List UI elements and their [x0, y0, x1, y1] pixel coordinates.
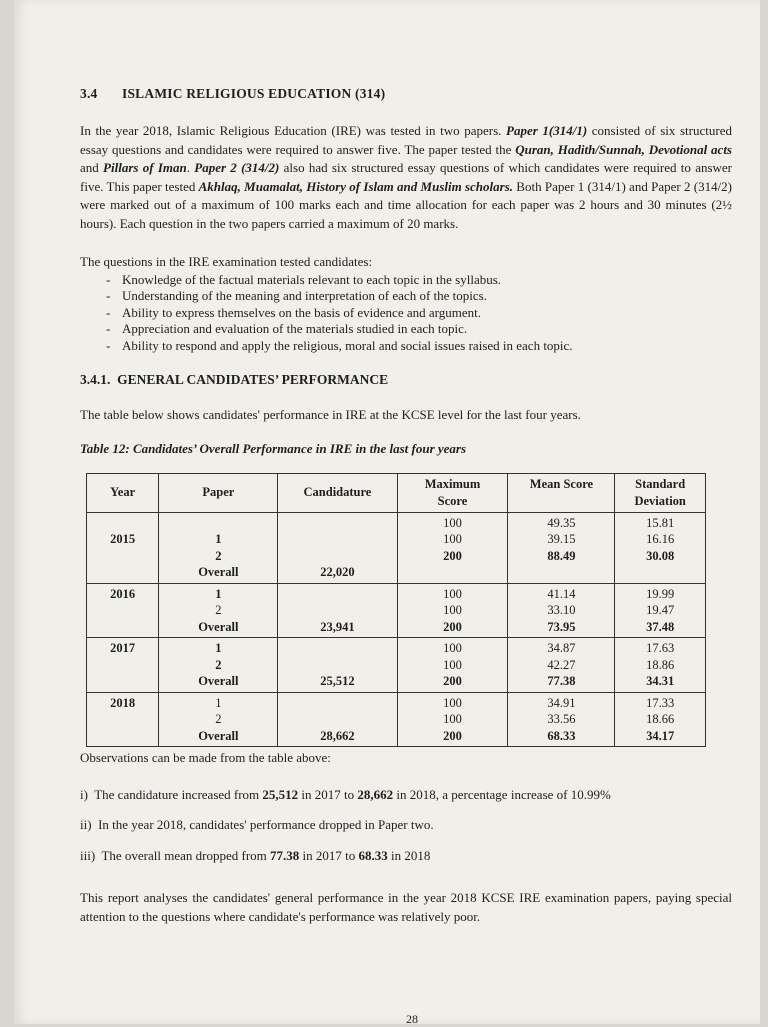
mean-value: 33.56: [547, 712, 576, 726]
list-item: - Ability to respond and apply the religious, moral and social issues raised in each topic.: [106, 338, 732, 355]
year-value: 2018: [110, 695, 136, 710]
intro-text: In the year 2018, Islamic Religious Education (IRE) was tested in two papers.: [80, 123, 507, 138]
intro-text: and: [80, 160, 104, 175]
mean-value: 41.14: [547, 586, 576, 601]
list-item: - Ability to express themselves on the basis of evidence and argument.: [106, 305, 732, 322]
paper-value: 2: [215, 548, 222, 563]
cell-sd: [615, 692, 706, 747]
subsection-heading: [80, 372, 732, 388]
cell-candidature: 25,512: [278, 638, 397, 693]
mean-value: 77.38: [547, 674, 576, 688]
cell-candidature: 22,020: [278, 512, 397, 583]
cell-max: [397, 638, 508, 693]
max-value: 100: [443, 586, 462, 601]
observation-value: 25,512: [262, 786, 299, 802]
observation-text: The candidature increased from: [94, 786, 263, 802]
observation-text: in 2018, a percentage increase of 10.99%: [393, 786, 611, 802]
cell-sd: [615, 638, 706, 693]
mean-value: 39.15: [547, 532, 576, 546]
cell-year: [87, 583, 159, 638]
cell-paper: [159, 638, 278, 693]
cell-sd: [615, 583, 706, 638]
paper-value: 1: [215, 695, 222, 710]
paper1-topics: Pillars of Iman: [103, 160, 187, 175]
observation-text: In the year 2018, candidates' performance dropped in Paper two.: [98, 817, 434, 832]
intro-text: also had six structured essay questions of which candidates were required to answer five. This paper tested: [80, 160, 733, 194]
max-value: 200: [443, 619, 462, 634]
max-value: 100: [443, 657, 462, 672]
cell-mean: [508, 638, 615, 693]
cell-paper: [159, 692, 278, 747]
observation-item: [80, 786, 732, 805]
sd-value: 34.17: [646, 728, 675, 743]
performance-table: [86, 473, 706, 748]
section-number: 3.4: [80, 86, 98, 101]
paper-value: Overall: [198, 728, 239, 743]
header-year: Year: [87, 473, 159, 512]
cell-candidature: 28,662: [278, 692, 397, 747]
table-row: [87, 583, 706, 638]
mean-value: 42.27: [547, 657, 576, 672]
page-content: [80, 86, 732, 926]
intro-paragraph: [80, 122, 732, 233]
cell-max: [397, 512, 508, 583]
paper-value: Overall: [198, 674, 239, 688]
sd-value: 19.47: [646, 603, 675, 617]
table-row: [87, 692, 706, 747]
paper2-ref: Paper 2 (314/2): [194, 160, 280, 175]
paper-value: 2: [215, 603, 222, 617]
header-paper: Paper: [159, 473, 278, 512]
paper-value: Overall: [198, 619, 239, 634]
closing-paragraph: This report analyses the candidates' general performance in the year 2018 KCSE IRE examination papers, paying special attention to the questions where candidate's performance was relatively poor.: [80, 890, 732, 924]
observation-value: 77.38: [270, 847, 300, 863]
subsection-title: GENERAL CANDIDATES’ PERFORMANCE: [117, 372, 389, 387]
table-header-row: [87, 473, 706, 512]
year-value: 2015: [110, 532, 136, 546]
intro-text: Both Paper 1 (314/1) and Paper 2 (314/2) were marked out of a maximum of 100 marks each and time allocation for each paper was 2 hours and 30 minutes (2½ hours). Each question in the two papers carried a maximum of 20 marks.: [80, 178, 733, 231]
sd-value: 16.16: [646, 532, 675, 546]
header-max-score: [397, 473, 508, 512]
paper-value: Overall: [198, 565, 239, 579]
observation-marker: i): [80, 786, 88, 802]
paper1-topics: Quran, Hadith/Sunnah, Devotional acts: [515, 141, 732, 157]
observation-value: 68.33: [358, 847, 388, 863]
sd-value: 19.99: [646, 586, 675, 601]
observation-marker: iii): [80, 847, 96, 863]
cell-mean: [508, 692, 615, 747]
max-value: 100: [443, 515, 462, 530]
list-lead: The questions in the IRE examination tested candidates:: [80, 254, 373, 269]
page-number: 28: [406, 1012, 418, 1026]
objectives-list: [106, 272, 732, 355]
max-value: 200: [443, 674, 462, 688]
header-text: Standard: [635, 476, 686, 491]
section-title: ISLAMIC RELIGIOUS EDUCATION (314): [122, 86, 386, 101]
section-heading: [80, 86, 732, 102]
sd-value: 18.86: [646, 657, 675, 672]
cell-paper: [159, 583, 278, 638]
mean-value: 34.91: [547, 695, 576, 710]
max-value: 200: [443, 728, 462, 743]
paper-value: 2: [215, 712, 222, 726]
observation-text: in 2017 to: [298, 786, 358, 802]
sd-value: 18.66: [646, 712, 675, 726]
sd-value: 17.63: [646, 641, 675, 655]
paper-value: 2: [215, 657, 222, 672]
cell-mean: [508, 583, 615, 638]
header-std-dev: [615, 473, 706, 512]
max-value: 100: [443, 603, 462, 617]
mean-value: 33.10: [547, 603, 576, 617]
paper2-topics: Akhlaq, Muamalat, History of Islam and Muslim scholars.: [198, 178, 514, 194]
observation-item: [80, 816, 732, 835]
sd-value: 37.48: [646, 619, 675, 634]
max-value: 100: [443, 712, 462, 726]
table-row: [87, 512, 706, 583]
cell-year: [87, 638, 159, 693]
paper-value: 1: [215, 641, 222, 655]
cell-paper: [159, 512, 278, 583]
observation-marker: ii): [80, 817, 92, 832]
document-page: [14, 0, 760, 1024]
year-value: 2017: [110, 641, 136, 655]
paper-value: 1: [215, 532, 222, 546]
cell-max: [397, 692, 508, 747]
paper1-ref: Paper 1(314/1): [506, 123, 588, 138]
mean-value: 34.87: [547, 641, 576, 655]
table-caption: Table 12: Candidates’ Overall Performance in IRE in the last four years: [80, 440, 467, 456]
cell-year: [87, 692, 159, 747]
paper-value: 1: [215, 586, 222, 601]
max-value: 100: [443, 695, 462, 710]
observation-value: 28,662: [357, 786, 394, 802]
header-text: Deviation: [634, 493, 686, 508]
cell-year: [87, 512, 159, 583]
observation-text: in 2017 to: [299, 847, 359, 863]
intro-text: .: [186, 160, 195, 175]
cell-candidature: 23,941: [278, 583, 397, 638]
list-item: - Understanding of the meaning and interpretation of each of the topics.: [106, 288, 732, 305]
intro-text: consisted of six structured essay questions and candidates were required to answer five. The paper tested the: [80, 123, 732, 157]
header-candidature: Candidature: [278, 473, 397, 512]
observation-text: in 2018: [387, 847, 431, 863]
list-item: - Knowledge of the factual materials relevant to each topic in the syllabus.: [106, 272, 732, 289]
mean-value: 68.33: [547, 728, 576, 743]
cell-sd: [615, 512, 706, 583]
year-value: 2016: [110, 586, 136, 601]
max-value: 100: [443, 641, 462, 655]
cell-max: [397, 583, 508, 638]
mean-value: 49.35: [547, 515, 576, 530]
list-item: - Appreciation and evaluation of the materials studied in each topic.: [106, 321, 732, 338]
sd-value: 17.33: [646, 695, 675, 710]
mean-value: 73.95: [547, 619, 576, 634]
header-text: Score: [437, 493, 468, 508]
header-text: Maximum: [424, 476, 481, 491]
max-value: 100: [443, 532, 462, 546]
observation-item: [80, 847, 732, 866]
sd-value: 15.81: [646, 515, 675, 530]
sd-value: 34.31: [646, 674, 675, 688]
max-value: 200: [443, 548, 462, 563]
table-intro: The table below shows candidates' performance in IRE at the KCSE level for the last four years.: [80, 407, 581, 422]
observation-text: The overall mean dropped from: [101, 847, 271, 863]
mean-value: 88.49: [547, 548, 576, 563]
table-row: [87, 638, 706, 693]
header-mean-score: Mean Score: [508, 473, 615, 512]
observations-lead: Observations can be made from the table above:: [80, 750, 331, 765]
cell-mean: [508, 512, 615, 583]
sd-value: 30.08: [646, 548, 675, 563]
subsection-number: 3.4.1.: [80, 372, 111, 387]
